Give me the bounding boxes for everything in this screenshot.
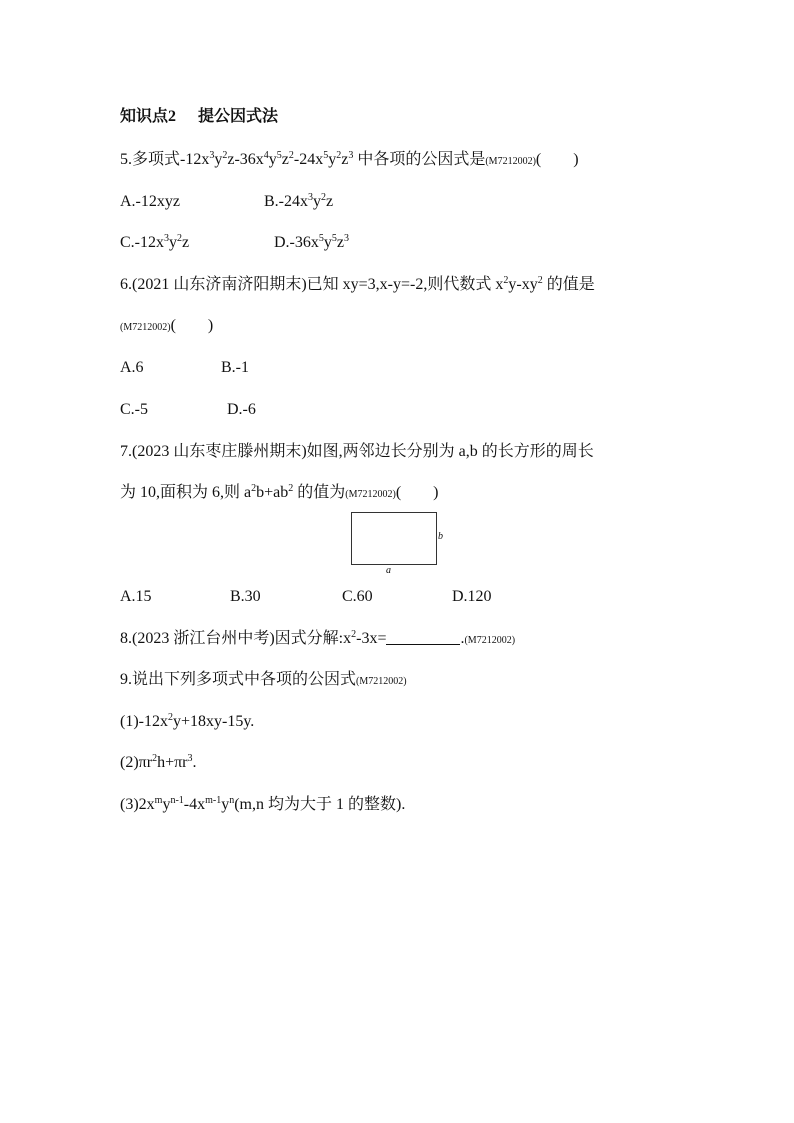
q9-text: y — [162, 796, 171, 813]
q9-sup: n-1 — [170, 795, 184, 806]
q9-sup: 3 — [187, 753, 193, 764]
option-text: y — [323, 234, 332, 251]
q8-sup: 2 — [351, 629, 357, 640]
option-text: z — [326, 193, 334, 210]
q5-sup: 2 — [336, 150, 342, 161]
q5-sup: 3 — [209, 150, 215, 161]
q7-sup: 2 — [251, 483, 257, 494]
q8-text: -3x= — [356, 630, 387, 647]
q6-text: 6.(2021 山东济南济阳期末)已知 xy=3,x-y=-2,则代数式 x — [120, 276, 504, 293]
q5-sup: 2 — [222, 150, 228, 161]
rectangle-figure — [351, 512, 437, 565]
q5-sup: 2 — [288, 150, 294, 161]
q5-option-a — [120, 192, 180, 212]
option-text: y — [169, 234, 177, 251]
q7-option-b: B.30 — [230, 588, 261, 605]
q5-text: y — [268, 151, 277, 168]
q8-text: . — [460, 630, 465, 647]
answer-paren: ( ) — [395, 484, 439, 501]
q9-sup: m — [154, 795, 163, 806]
question-9-part-3 — [120, 795, 405, 815]
question-code: (M7212002) — [464, 635, 516, 646]
q5-text: 5.多项式-12x — [120, 151, 210, 168]
q6-option-d: D.-6 — [227, 401, 256, 418]
q5-sup: 4 — [263, 150, 269, 161]
option-text: A.-12xyz — [120, 193, 180, 210]
q7-text: 为 10,面积为 6,则 a — [120, 484, 252, 501]
q5-option-d — [274, 233, 349, 253]
q5-sup: 5 — [323, 150, 329, 161]
q5-text: z-36x — [227, 151, 264, 168]
q9-text: (m,n 均为大于 1 的整数). — [234, 796, 406, 813]
q5-text: 中各项的公因式是 — [353, 151, 486, 168]
q5-sup: 3 — [348, 150, 354, 161]
q7-text: 的值为 — [293, 484, 346, 501]
q7-text: b+ab — [256, 484, 289, 501]
q5-text: -24x — [293, 151, 324, 168]
question-code: (M7212002) — [356, 676, 407, 687]
figure-label-b: b — [438, 531, 443, 542]
q9-text: (3)2x — [120, 796, 155, 813]
question-code: (M7212002) — [120, 322, 171, 333]
q6-option-b: B.-1 — [221, 359, 249, 376]
section-title: 提公因式法 — [198, 108, 279, 125]
option-text: B.-24x — [264, 193, 308, 210]
q9-sup: m-1 — [205, 795, 222, 806]
q7-option-a: A.15 — [120, 588, 152, 605]
question-7-stem-cont — [120, 483, 438, 505]
q9-text: y+18xy-15y. — [172, 713, 255, 730]
q5-text: z — [341, 151, 349, 168]
option-sup: 3 — [308, 192, 313, 203]
q5-text: y — [214, 151, 223, 168]
question-7-stem: 7.(2023 山东枣庄滕州期末)如图,两邻边长分别为 a,b 的长方形的周长 — [120, 443, 594, 460]
q9-text: 9.说出下列多项式中各项的公因式 — [120, 671, 357, 688]
q9-sup: n — [229, 795, 235, 806]
question-9-part-2 — [120, 753, 197, 773]
q5-option-c — [120, 233, 189, 253]
section-heading — [120, 107, 278, 127]
answer-paren: ( ) — [170, 317, 214, 334]
q9-text: h+πr — [157, 754, 188, 771]
option-text: D.-36x — [274, 234, 319, 251]
q5-option-b — [264, 192, 333, 212]
q6-text: y-xy — [508, 276, 538, 293]
option-sup: 3 — [344, 233, 349, 244]
q8-text: 8.(2023 浙江台州中考)因式分解:x — [120, 630, 352, 647]
q9-text: . — [192, 754, 197, 771]
question-6-stem — [120, 275, 595, 295]
question-6-stem-cont — [120, 316, 213, 338]
option-text: y — [313, 193, 321, 210]
question-code: (M7212002) — [345, 489, 396, 500]
answer-blank[interactable] — [386, 629, 460, 645]
q9-sup: 2 — [167, 712, 173, 723]
option-sup: 5 — [331, 233, 337, 244]
option-sup: 2 — [177, 233, 182, 244]
q6-option-a: A.6 — [120, 359, 144, 376]
question-9-part-1 — [120, 712, 254, 732]
question-9-stem — [120, 670, 407, 692]
q6-sup: 2 — [537, 275, 543, 286]
answer-paren: ( ) — [535, 151, 579, 168]
question-code: (M7212002) — [485, 156, 536, 167]
q7-option-c: C.60 — [342, 588, 373, 605]
option-sup: 5 — [318, 233, 324, 244]
option-sup: 2 — [321, 192, 326, 203]
option-text: z — [336, 234, 344, 251]
option-sup: 3 — [164, 233, 169, 244]
q6-option-c: C.-5 — [120, 401, 148, 418]
q7-option-d: D.120 — [452, 588, 492, 605]
figure-label-a: a — [386, 565, 391, 576]
question-5-stem — [120, 150, 579, 172]
section-number: 知识点2 — [120, 108, 177, 125]
q6-text: 的值是 — [542, 276, 595, 293]
q9-text: (1)-12x — [120, 713, 168, 730]
q9-sup: 2 — [152, 753, 158, 764]
q5-sup: 5 — [276, 150, 282, 161]
q9-text: y — [221, 796, 230, 813]
q6-sup: 2 — [503, 275, 509, 286]
q7-sup: 2 — [288, 483, 294, 494]
q9-text: -4x — [183, 796, 206, 813]
option-text: C.-12x — [120, 234, 164, 251]
q5-text: z — [281, 151, 289, 168]
q9-text: (2)πr — [120, 754, 153, 771]
question-8-stem — [120, 629, 515, 651]
option-text: z — [182, 234, 190, 251]
q5-text: y — [328, 151, 337, 168]
